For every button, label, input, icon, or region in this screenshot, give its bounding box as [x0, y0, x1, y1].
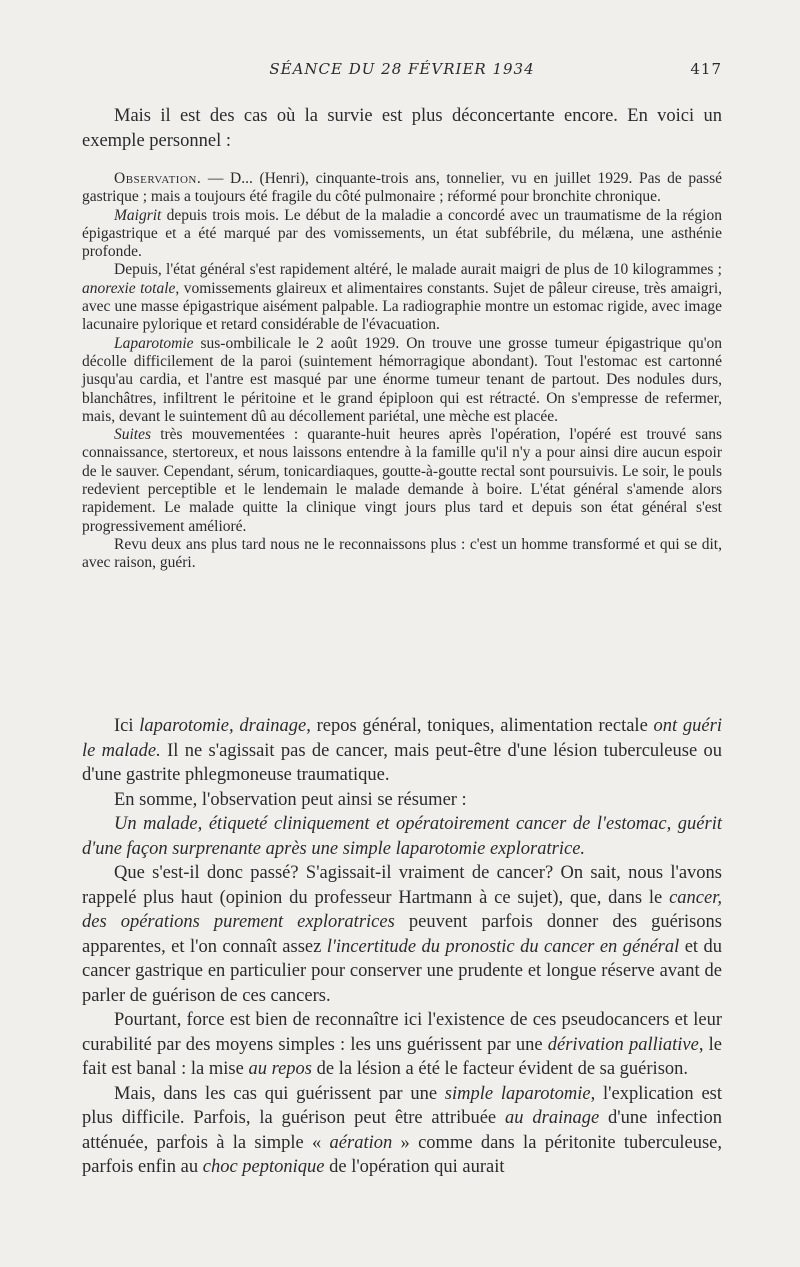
running-header [82, 60, 722, 84]
discussion-p6: Mais, dans les cas qui guérissent par une simple laparotomie, l'explication est plus difficile. Parfois, la guérison peut être attribuée au drainage d'une infection atténuée, parfois à la simple « aération » comme dans la péritonite tuberculeuse, parfois enfin au choc peptonique de l'opération qui aurait [82, 1083, 722, 1177]
discussion-p4: Que s'est-il donc passé? S'agissait-il vraiment de cancer? On sait, nous l'avons rappelé plus haut (opinion du professeur Hartmann à ce sujet), que, dans le cancer, des opérations purement exploratrices peuvent parfois donner des guérisons apparentes, et l'on connaît assez l'incertitude du pronostic du cancer en général et du cancer gastrique en particulier pour conserver une prudente et longue réserve avant de parler de guérison de ces cancers. [82, 863, 723, 1006]
observation-section [82, 170, 722, 573]
page-number: 417 [690, 60, 722, 78]
intro-text: Mais il est des cas où la survie est plus déconcertante encore. En voici un exemple personnel : [82, 106, 722, 151]
observation-label: Observation. [114, 170, 202, 187]
discussion-p3: Un malade, étiqueté cliniquement et opératoirement cancer de l'estomac, guérit d'une façon surprenante après une simple laparotomie exploratrice. [82, 814, 722, 859]
discussion-section [82, 714, 722, 1180]
observation-p5: Suites très mouvementées : quarante-huit heures après l'opération, l'opéré est trouvé sans connaissance, stertoreux, et nous laissons entendre à la famille qu'il n'y a pour ainsi dire aucun espoir de le sauver. Cependant, sérum, tonicardiaques, goutte-à-goutte rectal sont poursuivis. Le soir, le pouls redevient perceptible et le lendemain le malade demande à boire. L'état général s'amende alors rapidement. Le malade quitte la clinique vingt jours plus tard et depuis son état général s'est progressivement amélioré. [82, 426, 722, 535]
running-title: SÉANCE DU 28 FÉVRIER 1934 [269, 60, 535, 78]
discussion-p1: Ici laparotomie, drainage, repos général, toniques, alimentation rectale ont guéri le malade. Il ne s'agissait pas de cancer, mais peut-être d'une lésion tuberculeuse ou d'une gastrite phlegmoneuse traumatique. [82, 716, 722, 785]
discussion-p2: En somme, l'observation peut ainsi se résumer : [114, 789, 467, 810]
observation-p1: Observation. — D... (Henri), cinquante-trois ans, tonnelier, vu en juillet 1929. Pas de passé gastrique ; mais a toujours été fragile du côté pulmonaire ; réformé pour bronchite chronique. [82, 170, 722, 206]
intro-paragraph [82, 104, 722, 153]
observation-p3: Depuis, l'état général s'est rapidement altéré, le malade aurait maigri de plus de 10 kilogrammes ; anorexie totale, vomissements glaireux et alimentaires constants. Sujet de pâleur cireuse, très amaigri, avec une masse épigastrique aisément palpable. La radiographie montre un estomac rigide, avec image lacunaire pylorique et retard considérable de l'évacuation. [82, 261, 723, 334]
observation-p6: Revu deux ans plus tard nous ne le reconnaissons plus : c'est un homme transformé et qui se dit, avec raison, guéri. [82, 535, 722, 572]
discussion-p5: Pourtant, force est bien de reconnaître ici l'existence de ces pseudocancers et leur curabilité par des moyens simples : les uns guérissent par une dérivation palliative, le fait est banal : la mise au repos de la lésion a été le facteur évident de sa guérison. [82, 1010, 722, 1079]
observation-p4: Laparotomie sus-ombilicale le 2 août 1929. On trouve une grosse tumeur épigastrique qu'on décolle difficilement de la paroi (suintement hémorragique abondant). Tout l'estomac est cartonné jusqu'au cardia, et l'antre est masqué par une énorme tumeur tenant de partout. Des nodules durs, blanchâtres, infiltrent le péritoine et le grand épiploon qui est rétracté. On s'empresse de refermer, mais, devant le suintement dû au décollement pariétal, une mèche est placée. [82, 334, 722, 425]
observation-p2: Maigrit depuis trois mois. Le début de la maladie a concordé avec un traumatisme de la région épigastrique et a été marqué par des vomissements, un état subfébrile, du mélæna, une asthénie profonde. [82, 206, 722, 261]
